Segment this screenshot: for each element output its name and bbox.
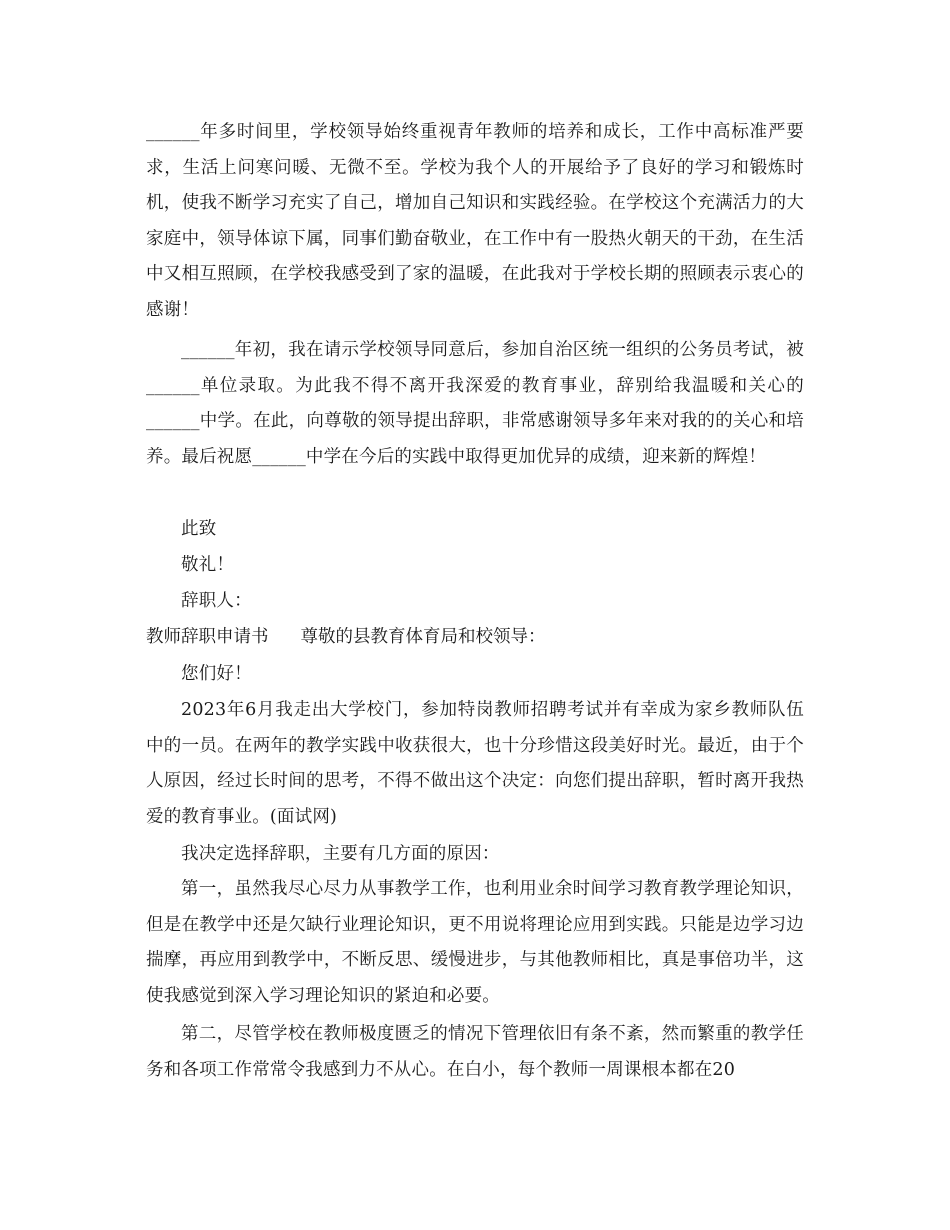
paragraph-2: ______年初，我在请示学校领导同意后，参加自治区统一组织的公务员考试，被______单位录取。为此我不得不离开我深爱的教育事业，辞别给我温暖和关心的______中学。在此，向尊敬的领导提出辞职，非常感谢领导多年来对我的的关心和培养。最后祝愿______中学在今后的实践中取得更加优异的成绩，迎来新的辉煌！: [146, 340, 804, 467]
document-title: 教师辞职申请书: [146, 627, 269, 647]
signature-line: 辞职人：: [181, 591, 252, 611]
heading-line: [146, 620, 546, 656]
closing-cizhi: 此致: [181, 519, 217, 539]
salutation: 尊敬的县教育体育局和校领导：: [300, 627, 546, 647]
paragraph-1: ______年多时间里，学校领导始终重视青年教师的培养和成长，工作中高标准严要求，生活上问寒问暖、无微不至。学校为我个人的开展给予了良好的学习和锻炼时机，使我不断学习充实了自己，增加自己知识和实践经验。在学校这个充满活力的大家庭中，领导体谅下属，同事们勤奋敬业，在工作中有一股热火朝天的干劲，在生活中又相互照顾，在学校我感受到了家的温暖，在此我对于学校长期的照顾表示衷心的感谢！: [146, 122, 804, 320]
closing-jingli: 敬礼！: [181, 555, 235, 575]
paragraph-3: 2023年6月我走出大学校门，参加特岗教师招聘考试并有幸成为家乡教师队伍中的一员。在两年的教学实践中收获很大，也十分珍惜这段美好时光。最近，由于个人原因，经过长时间的思考，不得不做出这个决定：向您们提出辞职，暂时离开我热爱的教育事业。(面试网): [146, 700, 804, 827]
paragraph-4: 我决定选择辞职，主要有几方面的原因：: [181, 844, 500, 864]
paragraph-6: 第二，尽管学校在教师极度匮乏的情况下管理依旧有条不紊，然而繁重的教学任务和各项工作常常令我感到力不从心。在白小，每个教师一周课根本都在20: [146, 1024, 804, 1080]
paragraph-5: 第一，虽然我尽心尽力从事教学工作，也利用业余时间学习教育教学理论知识，但是在教学中还是欠缺行业理论知识，更不用说将理论应用到实践。只能是边学习边揣摩，再应用到教学中，不断反思、缓慢进步，与其他教师相比，真是事倍功半，这使我感觉到深入学习理论知识的紧迫和必要。: [146, 879, 804, 1006]
greeting: 您们好！: [181, 664, 252, 684]
